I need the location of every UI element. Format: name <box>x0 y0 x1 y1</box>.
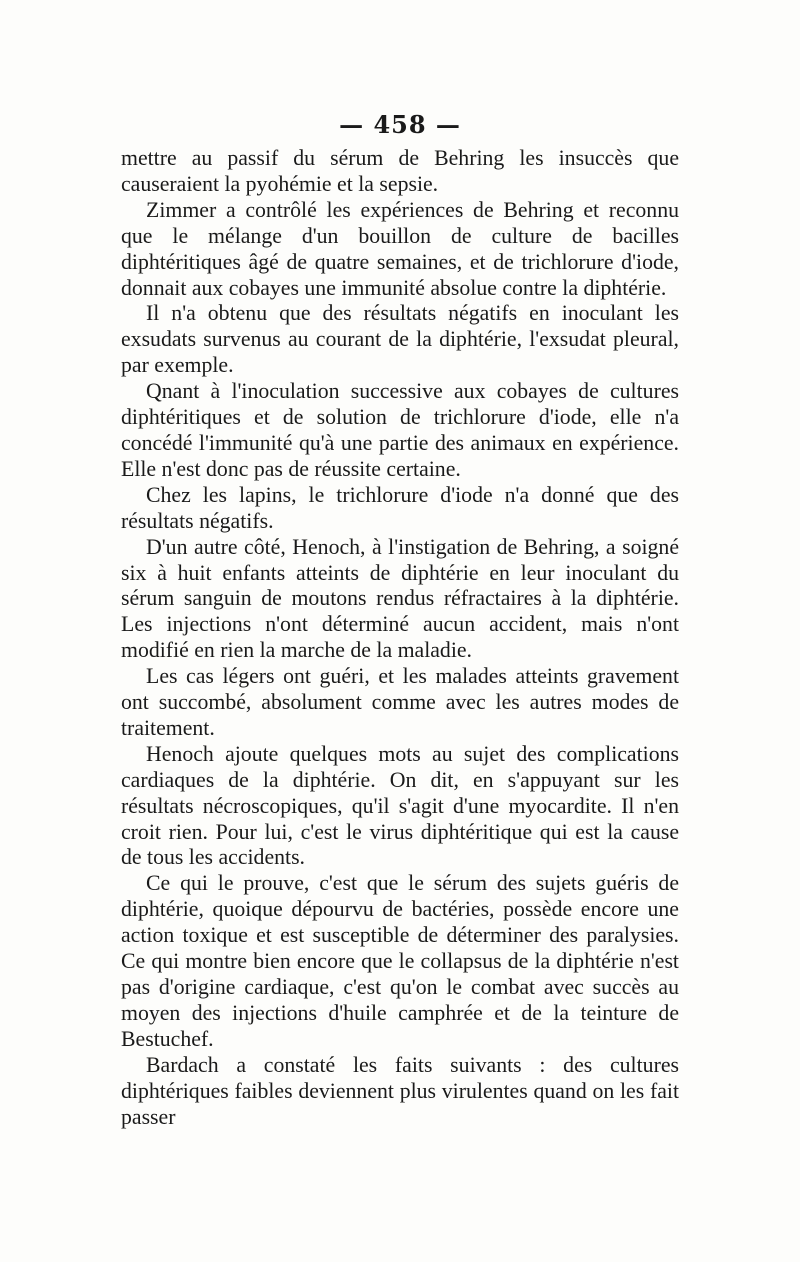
page-number: — 458 — <box>339 110 461 139</box>
paragraph: D'un autre côté, Henoch, à l'instigation de Behring, a soigné six à huit enfants atteints de diphtérie en leur inoculant du sérum sanguin de moutons rendus réfractaires à la diphtérie. Les injections n'ont déterminé aucun accident, mais n'ont modifié en rien la marche de la maladie. <box>121 534 679 663</box>
paragraph: Bardach a constaté les faits suivants : des cultures diphtériques faibles deviennent plus virulentes quand on les fait passer <box>121 1052 679 1129</box>
paragraph: Il n'a obtenu que des résultats négatifs en inoculant les exsudats survenus au courant de la diphtérie, l'exsudat pleural, par exemple. <box>121 301 679 378</box>
body-text <box>121 146 679 1130</box>
paragraph: Ce qui le prouve, c'est que le sérum des sujets guéris de diphtérie, quoique dépourvu de bactéries, possède encore une action toxique et est susceptible de déterminer des paralysies. Ce qui montre bien encore que le collapsus de la diphtérie n'est pas d'origine cardiaque, c'est qu'on le combat avec succès au moyen des injections d'huile camphrée et de la teinture de Bestuchef. <box>121 871 679 1051</box>
paragraph: Zimmer a contrôlé les expériences de Behring et reconnu que le mélange d'un bouillon de culture de bacilles diphtéritiques âgé de quatre semaines, et de trichlorure d'iode, donnait aux cobayes une immunité absolue contre la diphtérie. <box>121 197 679 300</box>
paragraph: Chez les lapins, le trichlorure d'iode n'a donné que des résultats négatifs. <box>121 482 679 533</box>
paragraph: Les cas légers ont guéri, et les malades atteints gravement ont succombé, absolument comme avec les autres modes de traitement. <box>121 664 679 740</box>
paragraph: Qnant à l'inoculation successive aux cobayes de cultures diphtéritiques et de solution de trichlorure d'iode, elle n'a concédé l'immunité qu'à une partie des animaux en expérience. Elle n'est donc pas de réussite certaine. <box>121 379 679 481</box>
paragraph: Henoch ajoute quelques mots au sujet des complications cardiaques de la diphtérie. On dit, en s'appuyant sur les résultats nécroscopiques, qu'il s'agit d'une myocardite. Il n'en croit rien. Pour lui, c'est le virus diphtéritique qui est la cause de tous les accidents. <box>121 741 679 870</box>
paragraph: mettre au passif du sérum de Behring les insuccès que causeraient la pyohémie et la sepsie. <box>121 146 679 196</box>
